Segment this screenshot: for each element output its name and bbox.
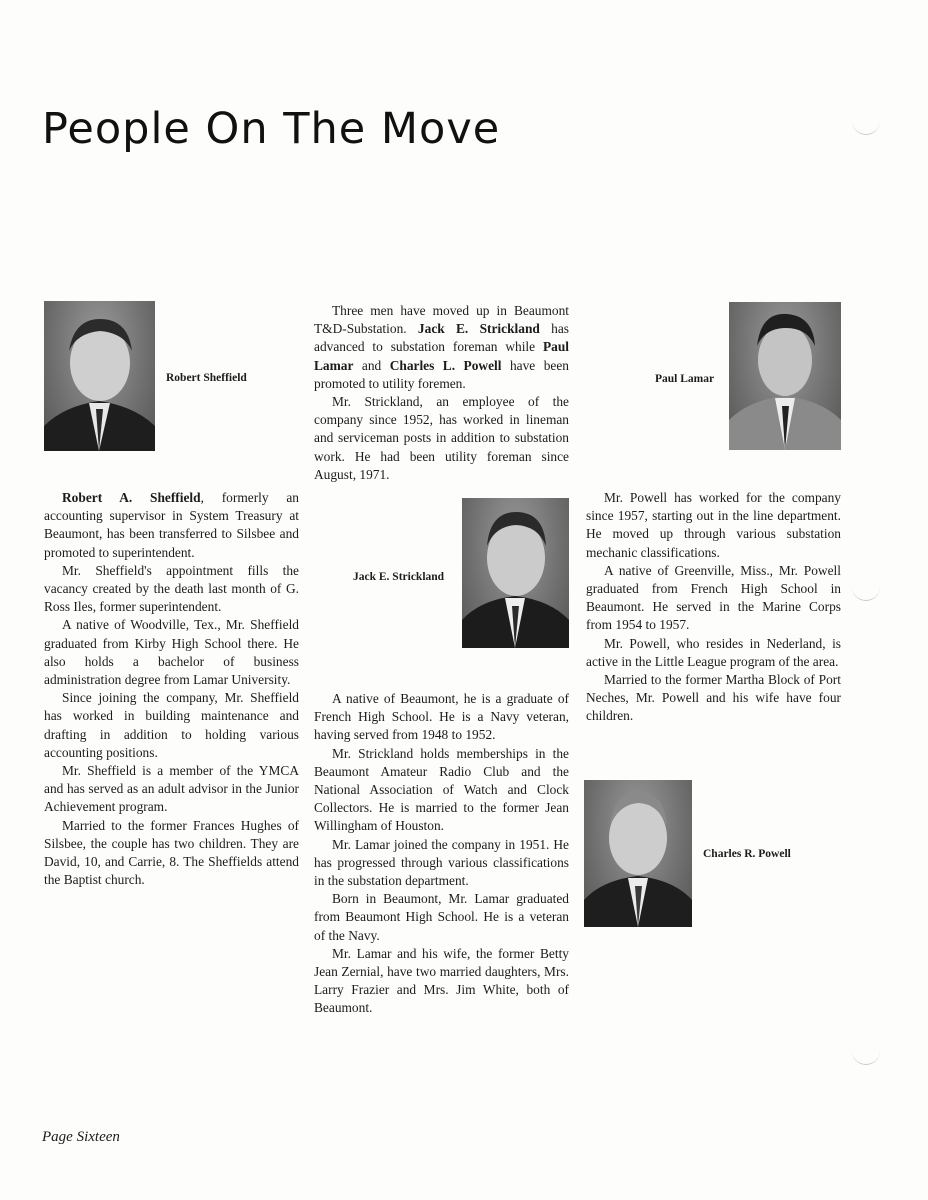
paragraph: Since joining the company, Mr. Sheffield has worked in building maintenance and drafting in addition to holding various accounting positions. (44, 690, 299, 760)
paragraph: Mr. Sheffield is a member of the YMCA and has served as an adult advisor in the Junior Achievement program. (44, 763, 299, 815)
paragraph: Mr. Strickland holds memberships in the Beaumont Amateur Radio Club and the National Association of Watch and Clock Collectors. He is married to the former Jean Willingham of Houston. (314, 745, 569, 834)
paragraph: Mr. Powell has worked for the company since 1957, starting out in the line department. He moved up through various substation mechanic classifications. (586, 490, 841, 560)
paragraph: Mr. Strickland, an employee of the company since 1952, has worked in lineman and serviceman posts in addition to substation work. He had been utility foreman since August, 1971. (314, 394, 569, 482)
sheffield-caption: Robert Sheffield (166, 372, 247, 384)
strickland-caption: Jack E. Strickland (353, 571, 445, 583)
page-number: Page Sixteen (42, 1129, 120, 1145)
person-name: Charles L. Powell (389, 357, 502, 373)
paragraph: Married to the former Frances Hughes of Silsbee, the couple has two children. They are David, 10, and Carrie, 8. The Sheffields attend the Baptist church. (44, 817, 299, 888)
paragraph: Three men have moved up in Beaumont T&D-Substation. Jack E. Strickland has advanced to substation foreman while Paul Lamar and Charles L. Powell have been promoted to utility foremen. (314, 303, 570, 391)
paragraph: Mr. Sheffield's appointment fills the vacancy created by the death last month of G. Ross Iles, former superintendent. (44, 562, 299, 615)
person-name: Jack E. Strickland (417, 321, 540, 337)
paragraph: Married to the former Martha Block of Port Neches, Mr. Powell and his wife have four children. (586, 672, 841, 724)
paragraph: Born in Beaumont, Mr. Lamar graduated from Beaumont High School. He is a veteran of the Navy. (314, 891, 569, 943)
powell-article (586, 489, 841, 726)
lamar-portrait (729, 302, 841, 450)
page-title: People On The Move (42, 104, 501, 154)
sheffield-portrait (44, 301, 155, 451)
substation-article-intro (314, 302, 569, 484)
paragraph: A native of Woodville, Tex., Mr. Sheffield graduated from Kirby High School there. He also holds a bachelor of business administration degree from Lamar University. (44, 617, 299, 688)
paragraph: Mr. Powell, who resides in Nederland, is active in the Little League program of the area. (586, 635, 841, 669)
strickland-portrait (462, 498, 569, 648)
punch-hole-mark (852, 1048, 880, 1065)
paragraph: A native of Greenville, Miss., Mr. Powell graduated from French High School in Beaumont. He served in the Marine Corps from 1954 to 1957. (586, 562, 841, 633)
paragraph: Robert A. Sheffield, formerly an accounting supervisor in System Treasury at Beaumont, has been transferred to Silsbee and promoted to superintendent. (44, 490, 299, 560)
powell-caption: Charles R. Powell (703, 848, 791, 860)
substation-article-continued (314, 690, 569, 1018)
sheffield-article (44, 489, 299, 889)
paragraph: Mr. Lamar joined the company in 1951. He has progressed through various classifications in the substation department. (314, 836, 569, 889)
lamar-caption: Paul Lamar (655, 373, 715, 385)
person-name: Paul Lamar (314, 339, 569, 373)
punch-hole-mark (852, 584, 880, 601)
person-name: Robert A. Sheffield (62, 490, 201, 505)
paragraph: A native of Beaumont, he is a graduate of French High School. He is a Navy veteran, having served from 1948 to 1952. (314, 691, 569, 743)
punch-hole-mark (852, 118, 880, 135)
paragraph: Mr. Lamar and his wife, the former Betty Jean Zernial, have two married daughters, Mrs. Larry Frazier and Mrs. Jim White, both of Beaumont. (314, 945, 569, 1016)
powell-portrait (584, 780, 692, 927)
